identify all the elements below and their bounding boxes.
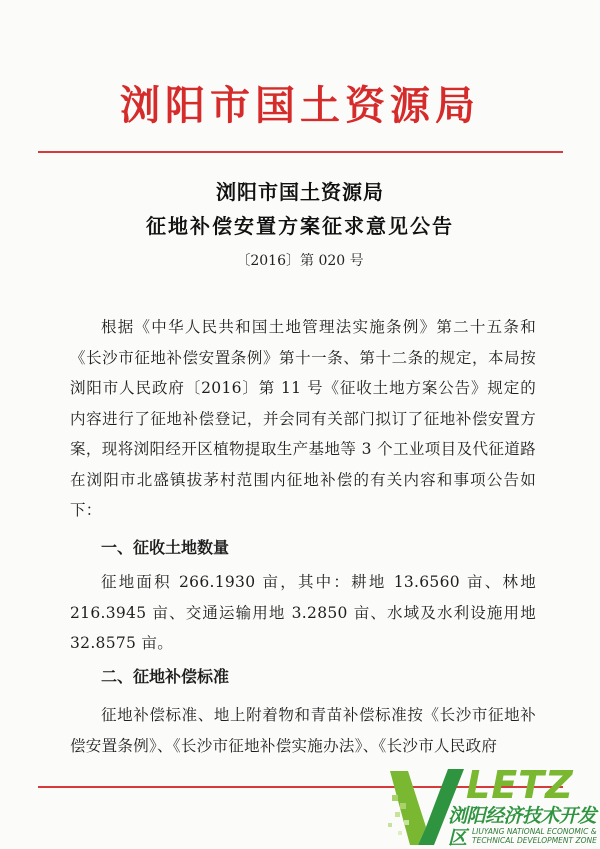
logo-brand-text: LETZ bbox=[466, 763, 574, 807]
logo-english-line1: LIUYANG NATIONAL ECONOMIC & bbox=[472, 827, 597, 836]
intro-paragraph: 根据《中华人民共和国土地管理法实施条例》第二十五条和《长沙市征地补偿安置条例》第十一条、第十二条的规定，本局按浏阳市人民政府〔2016〕第 11 号《征收土地方案公告》规定的内容进行了征地补偿登记，并会同有关部门拟订了征地补偿安置方案，现将浏阳经开区植物提取生产基地等 3 个工业项目及代征道路在浏阳市北盛镇拔茅村范围内征地补偿的有关内容和事项公告如下： bbox=[70, 318, 536, 519]
compensation-paragraph: 征地补偿标准、地上附着物和青苗补偿标准按《长沙市征地补偿安置条例》、《长沙市征地补偿实施办法》、《长沙市人民政府 bbox=[70, 706, 536, 755]
land-quantity-paragraph: 征地面积 266.1930 亩，其中：耕地 13.6560 亩、林地 216.3945 亩、交通运输用地 3.2850 亩、水域及水利设施用地 32.8575 亩。 bbox=[70, 573, 536, 652]
letterhead-divider bbox=[38, 151, 563, 153]
notice-title-agency: 浏阳市国土资源局 bbox=[216, 180, 384, 204]
notice-title: 征地补偿安置方案征求意见公告 bbox=[146, 214, 454, 238]
letz-watermark-logo bbox=[386, 765, 600, 849]
logo-english-line2: TECHNICAL DEVELOPMENT ZONE bbox=[472, 836, 597, 845]
document-number: 〔2016〕第 020 号 bbox=[236, 253, 364, 269]
agency-letterhead: 浏阳市国土资源局 bbox=[120, 82, 480, 129]
section-heading-land-quantity: 一、征收土地数量 bbox=[101, 538, 230, 557]
logo-english-name bbox=[472, 827, 597, 845]
logo-chinese-name: 浏阳经济技术开发区 bbox=[448, 805, 597, 849]
section-heading-compensation: 二、征地补偿标准 bbox=[101, 667, 230, 686]
